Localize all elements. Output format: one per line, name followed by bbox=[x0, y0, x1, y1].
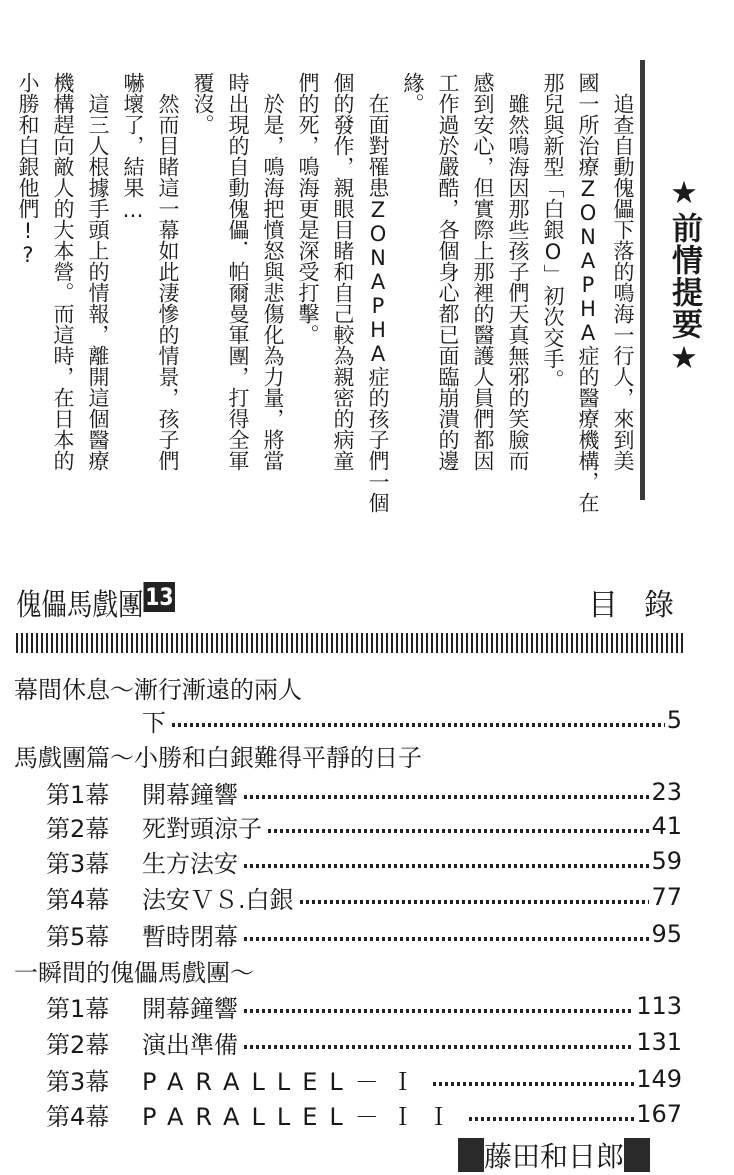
chapter-title: 開幕鐘響 bbox=[142, 780, 238, 809]
chapter-label: 第4幕 bbox=[46, 1102, 110, 1131]
dot-leader bbox=[244, 864, 649, 868]
synopsis-line: 個的發作，親眼目睹和自己較為親密的病童 bbox=[331, 72, 355, 471]
toc-series-title bbox=[16, 580, 175, 624]
page-number: 113 bbox=[636, 992, 682, 1020]
dot-leader bbox=[244, 795, 649, 799]
synopsis-line: 工作過於嚴酷，各個身心都已面臨崩潰的邊 bbox=[436, 72, 460, 471]
chapter-title: 生方法安 bbox=[142, 849, 238, 878]
block-ornament-icon bbox=[458, 1138, 484, 1172]
toc-entry[interactable] bbox=[16, 880, 682, 914]
page-number: 167 bbox=[636, 1100, 682, 1128]
page-number: 95 bbox=[651, 920, 682, 948]
chapter-title: 下 bbox=[142, 708, 166, 737]
dot-leader bbox=[300, 900, 650, 904]
volume-badge: 13 bbox=[145, 583, 174, 611]
dot-leader bbox=[433, 1082, 634, 1086]
page-number: 131 bbox=[636, 1028, 682, 1056]
synopsis-divider bbox=[640, 60, 645, 500]
toc-entry[interactable] bbox=[16, 703, 682, 737]
section-title: 馬戲團篇～小勝和白銀難得平靜的日子 bbox=[14, 743, 422, 772]
synopsis-line: 感到安心，但實際上那裡的醫護人員們都因 bbox=[471, 72, 495, 471]
dot-leader bbox=[268, 829, 649, 833]
dot-leader bbox=[172, 723, 665, 727]
page-number: 149 bbox=[636, 1065, 682, 1093]
dot-leader bbox=[244, 1045, 634, 1049]
dot-leader bbox=[244, 1009, 634, 1013]
chapter-title: 開幕鐘響 bbox=[142, 994, 238, 1023]
toc-entry[interactable] bbox=[16, 1025, 682, 1059]
synopsis-heading: ★前情提要★ bbox=[666, 175, 702, 377]
toc-entry[interactable] bbox=[16, 844, 682, 878]
section-title: 幕間休息～漸行漸遠的兩人 bbox=[14, 675, 302, 704]
page-number: 5 bbox=[666, 706, 682, 734]
synopsis-line: 這三人根據手頭上的情報，離開這個醫療 bbox=[86, 93, 110, 471]
synopsis-line: 時出現的自動傀儡．帕爾曼軍團，打得全軍 bbox=[226, 72, 250, 471]
toc-heading: 目錄 bbox=[588, 588, 700, 623]
synopsis-line: 於是，鳴海把憤怒與悲傷化為力量，將當 bbox=[261, 93, 285, 471]
author-credit bbox=[458, 1135, 650, 1175]
dot-leader bbox=[469, 1117, 634, 1121]
decorative-divider bbox=[16, 633, 684, 653]
synopsis-line: 然而目睹這一幕如此淒慘的情景，孩子們 bbox=[156, 93, 180, 471]
section-title: 一瞬間的傀儡馬戲團～ bbox=[14, 958, 254, 987]
toc-entry[interactable] bbox=[16, 1062, 682, 1096]
toc-entry[interactable] bbox=[16, 775, 682, 809]
chapter-label: 第1幕 bbox=[46, 994, 110, 1023]
page-number: 59 bbox=[651, 847, 682, 875]
toc-entry[interactable] bbox=[16, 989, 682, 1023]
dot-leader bbox=[244, 937, 649, 941]
chapter-label: 第4幕 bbox=[46, 885, 110, 914]
synopsis-text bbox=[0, 72, 640, 512]
author-name: 藤田和日郎 bbox=[484, 1140, 625, 1173]
chapter-title: PARALLEL－ＩＩ bbox=[142, 1102, 463, 1131]
chapter-label: 第1幕 bbox=[46, 780, 110, 809]
synopsis-line: 緣。 bbox=[401, 72, 425, 114]
chapter-label: 第5幕 bbox=[46, 922, 110, 951]
toc-section-heading[interactable] bbox=[14, 953, 680, 987]
page-number: 77 bbox=[651, 883, 682, 911]
chapter-title: 暫時閉幕 bbox=[142, 922, 238, 951]
series-title: 傀儡馬戲團 bbox=[16, 588, 144, 623]
page-number: 23 bbox=[651, 778, 682, 806]
synopsis-line: 在面對罹患ZONAPHA症的孩子們一個 bbox=[366, 93, 390, 513]
synopsis-line: 機構趕向敵人的大本營。而這時，在日本的 bbox=[51, 72, 75, 471]
toc-entry[interactable] bbox=[16, 1097, 682, 1131]
synopsis-line: 追查自動傀儡下落的鳴海一行人，來到美 bbox=[611, 93, 635, 471]
synopsis-line: 覆沒。 bbox=[191, 72, 215, 135]
chapter-label: 第3幕 bbox=[46, 849, 110, 878]
chapter-title: 演出準備 bbox=[142, 1030, 238, 1059]
toc-section-heading[interactable] bbox=[14, 738, 680, 772]
chapter-title: 死對頭涼子 bbox=[142, 814, 262, 843]
synopsis-line: 那兒與新型「白銀O」初次交手。 bbox=[541, 72, 565, 390]
block-ornament-icon bbox=[624, 1138, 650, 1172]
page-number: 41 bbox=[651, 812, 682, 840]
synopsis-line: 們的死，鳴海更是深受打擊。 bbox=[296, 72, 320, 345]
chapter-label: 第3幕 bbox=[46, 1067, 110, 1096]
chapter-label: 第2幕 bbox=[46, 1030, 110, 1059]
chapter-title: PARALLEL－Ｉ bbox=[142, 1067, 427, 1096]
chapter-label: 第2幕 bbox=[46, 814, 110, 843]
synopsis-line: 嚇壞了，結果… bbox=[121, 72, 145, 222]
toc-section-heading[interactable] bbox=[14, 670, 680, 704]
toc-entry[interactable] bbox=[16, 917, 682, 951]
synopsis-line: 小勝和白銀他們!? bbox=[16, 72, 40, 267]
synopsis-line: 雖然鳴海因那些孩子們天真無邪的笑臉而 bbox=[506, 93, 530, 471]
toc-entry[interactable] bbox=[16, 809, 682, 843]
synopsis-line: 國一所治療ZONAPHA症的醫療機構，在 bbox=[576, 72, 600, 513]
chapter-title: 法安ＶＳ.白銀 bbox=[142, 885, 294, 914]
